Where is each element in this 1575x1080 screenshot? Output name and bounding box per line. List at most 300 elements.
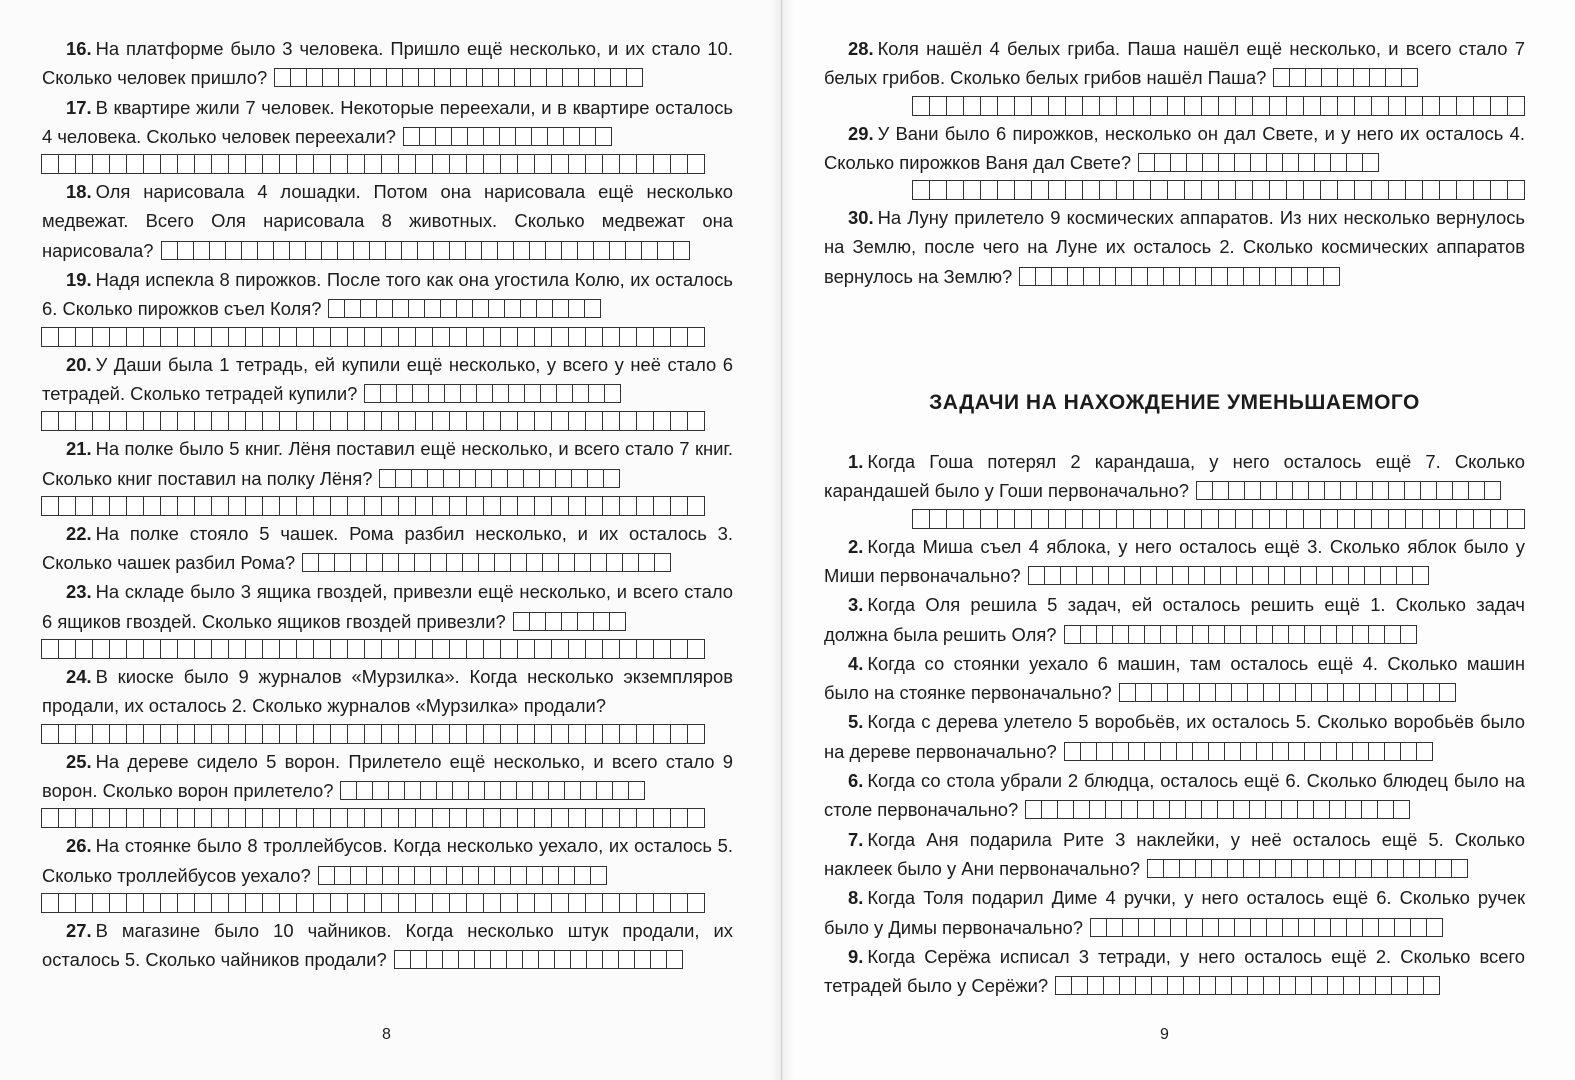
answer-cell[interactable] [395,469,412,488]
answer-cell[interactable] [483,327,501,347]
answer-cell[interactable] [1490,180,1508,200]
answer-cell[interactable] [1343,976,1360,995]
answer-cell[interactable] [1377,800,1394,819]
answer-cell[interactable] [177,808,195,828]
answer-cell[interactable] [1405,96,1423,116]
answer-cell[interactable] [432,639,450,659]
answer-cell[interactable] [602,411,620,431]
answer-cell[interactable] [449,327,467,347]
answer-cell[interactable] [411,469,428,488]
answer-cell[interactable] [126,154,144,174]
answer-cell[interactable] [1468,481,1485,500]
answer-cell[interactable] [262,496,280,516]
answer-cell[interactable] [1138,918,1155,937]
answer-cell[interactable] [1439,96,1457,116]
answer-cell[interactable] [1224,625,1241,644]
answer-cell[interactable] [364,411,382,431]
answer-cell[interactable] [494,553,511,572]
answer-cell[interactable] [262,327,280,347]
answer-cell[interactable] [436,781,453,800]
answer-cell[interactable] [415,411,433,431]
answer-cell[interactable] [1337,68,1354,87]
answer-cell[interactable] [449,724,467,744]
answer-cell[interactable] [194,411,212,431]
answer-cell[interactable] [1224,742,1241,761]
answer-cell[interactable] [588,384,605,403]
answer-cell[interactable] [1167,683,1184,702]
answer-cell[interactable] [262,639,280,659]
answer-cell[interactable] [558,866,575,885]
answer-cell[interactable] [1490,96,1508,116]
answer-cell[interactable] [1183,976,1200,995]
answer-cell[interactable] [414,553,431,572]
answer-cell[interactable] [483,893,501,913]
answer-cell[interactable] [1083,267,1100,286]
answer-cell[interactable] [279,411,297,431]
answer-cell[interactable] [628,781,645,800]
answer-cell[interactable] [1179,859,1196,878]
answer-cell[interactable] [398,553,415,572]
answer-cell[interactable] [1405,509,1423,529]
answer-cell[interactable] [1356,481,1373,500]
answer-cell[interactable] [450,68,467,87]
answer-cell[interactable] [1298,918,1315,937]
answer-cell[interactable] [1105,800,1122,819]
answer-cell[interactable] [602,639,620,659]
answer-cell[interactable] [1304,625,1321,644]
answer-cell[interactable] [1076,566,1093,585]
answer-cell[interactable] [1286,180,1304,200]
answer-cell[interactable] [364,384,381,403]
answer-cells-row[interactable] [42,639,733,659]
answer-cell[interactable] [92,639,110,659]
answer-cell[interactable] [322,68,339,87]
answer-cell[interactable] [462,553,479,572]
answer-cell[interactable] [558,553,575,572]
answer-cell[interactable] [1025,800,1042,819]
answer-cell[interactable] [194,808,212,828]
answer-cell[interactable] [58,639,76,659]
answer-cell[interactable] [963,509,981,529]
answer-cell[interactable] [58,808,76,828]
answer-cell[interactable] [161,241,178,260]
answer-cell[interactable] [160,724,178,744]
answer-cell[interactable] [290,68,307,87]
answer-cell[interactable] [1354,96,1372,116]
answer-cell[interactable] [1410,918,1427,937]
answer-cell[interactable] [58,724,76,744]
answer-cell[interactable] [500,808,518,828]
answer-cell[interactable] [443,469,460,488]
answer-cell[interactable] [372,781,389,800]
answer-cells[interactable] [395,950,683,969]
answer-cell[interactable] [1403,859,1420,878]
answer-cell[interactable] [1212,481,1229,500]
answer-cell[interactable] [1269,509,1287,529]
answer-cell[interactable] [653,893,671,913]
answer-cell[interactable] [1067,267,1084,286]
answer-cell[interactable] [1217,800,1234,819]
answer-cell[interactable] [1323,859,1340,878]
answer-cell[interactable] [1391,683,1408,702]
answer-cell[interactable] [551,154,569,174]
answer-cell[interactable] [194,893,212,913]
answer-cell[interactable] [1163,267,1180,286]
answer-cell[interactable] [585,639,603,659]
answer-cell[interactable] [394,950,411,969]
answer-cell[interactable] [483,639,501,659]
answer-cell[interactable] [1184,96,1202,116]
answer-cell[interactable] [364,893,382,913]
answer-cell[interactable] [561,612,578,631]
answer-cell[interactable] [1218,509,1236,529]
answer-cell[interactable] [279,724,297,744]
answer-cell[interactable] [1195,267,1212,286]
answer-cell[interactable] [262,154,280,174]
answer-cells[interactable] [1139,153,1379,172]
answer-cell[interactable] [1266,153,1283,172]
answer-cell[interactable] [456,299,473,318]
answer-cell[interactable] [593,241,610,260]
answer-cell[interactable] [446,866,463,885]
answer-cell[interactable] [347,327,365,347]
answer-cell[interactable] [1314,918,1331,937]
answer-cell[interactable] [415,639,433,659]
answer-cell[interactable] [1167,96,1185,116]
answer-cell[interactable] [427,469,444,488]
answer-cell[interactable] [382,866,399,885]
answer-cell[interactable] [1384,742,1401,761]
answer-cell[interactable] [1303,96,1321,116]
answer-cell[interactable] [313,724,331,744]
answer-cell[interactable] [245,808,263,828]
answer-cell[interactable] [551,808,569,828]
answer-cell[interactable] [1235,180,1253,200]
answer-cell[interactable] [1286,96,1304,116]
answer-cell[interactable] [1346,153,1363,172]
answer-cell[interactable] [347,724,365,744]
answer-cell[interactable] [194,327,212,347]
answer-cell[interactable] [517,893,535,913]
answer-cell[interactable] [626,68,643,87]
answer-cells[interactable] [1026,800,1410,819]
answer-cell[interactable] [92,893,110,913]
answer-cell[interactable] [92,327,110,347]
answer-cell[interactable] [1235,96,1253,116]
answer-cell[interactable] [1195,859,1212,878]
answer-cell[interactable] [579,127,596,146]
answer-cell[interactable] [1380,566,1397,585]
answer-cell[interactable] [1484,481,1501,500]
answer-cell[interactable] [571,469,588,488]
answer-cell[interactable] [1452,481,1469,500]
answer-cell[interactable] [1324,481,1341,500]
answer-cell[interactable] [1204,566,1221,585]
answer-cell[interactable] [1304,742,1321,761]
answer-cell[interactable] [1275,859,1292,878]
answer-cell[interactable] [1169,800,1186,819]
answer-cell[interactable] [551,496,569,516]
answer-cell[interactable] [1044,566,1061,585]
answer-cell[interactable] [585,327,603,347]
answer-cell[interactable] [109,639,127,659]
answer-cell[interactable] [109,808,127,828]
answer-cell[interactable] [670,496,688,516]
answer-cell[interactable] [313,808,331,828]
answer-cell[interactable] [1211,267,1228,286]
answer-cell[interactable] [273,241,290,260]
answer-cell[interactable] [313,327,331,347]
answer-cell[interactable] [1419,859,1436,878]
answer-cell[interactable] [963,96,981,116]
answer-cell[interactable] [484,781,501,800]
answer-cell[interactable] [1208,742,1225,761]
answer-cell[interactable] [1201,96,1219,116]
answer-cell[interactable] [653,808,671,828]
answer-cell[interactable] [1082,96,1100,116]
answer-cell[interactable] [1295,976,1312,995]
answer-cell[interactable] [1473,509,1491,529]
answer-cell[interactable] [619,893,637,913]
answer-cell[interactable] [478,553,495,572]
answer-cell[interactable] [1112,742,1129,761]
answer-cells-row[interactable] [42,154,733,174]
answer-cell[interactable] [602,327,620,347]
answer-cells[interactable] [1065,625,1417,644]
answer-cell[interactable] [687,893,705,913]
answer-cell[interactable] [143,154,161,174]
answer-cell[interactable] [510,866,527,885]
answer-cell[interactable] [262,411,280,431]
answer-cell[interactable] [594,68,611,87]
answer-cell[interactable] [1416,742,1433,761]
answer-cell[interactable] [1359,683,1376,702]
answer-cell[interactable] [1202,918,1219,937]
answer-cell[interactable] [1320,96,1338,116]
answer-cell[interactable] [398,154,416,174]
answer-cell[interactable] [574,866,591,885]
answer-cells[interactable] [275,68,643,87]
answer-cell[interactable] [313,639,331,659]
answer-cell[interactable] [1307,859,1324,878]
answer-cell[interactable] [534,327,552,347]
answer-cell[interactable] [555,469,572,488]
answer-cell[interactable] [546,68,563,87]
answer-cell[interactable] [75,496,93,516]
answer-cell[interactable] [41,893,59,913]
answer-cell[interactable] [1364,566,1381,585]
answer-cell[interactable] [1099,509,1117,529]
answer-cell[interactable] [302,553,319,572]
answer-cell[interactable] [1156,566,1173,585]
answer-cell[interactable] [458,950,475,969]
answer-cell[interactable] [449,893,467,913]
answer-cell[interactable] [1456,509,1474,529]
answer-cell[interactable] [442,950,459,969]
answer-cell[interactable] [398,327,416,347]
answer-cell[interactable] [1361,800,1378,819]
answer-cell[interactable] [1057,800,1074,819]
answer-cell[interactable] [517,724,535,744]
answer-cell[interactable] [514,68,531,87]
answer-cell[interactable] [568,639,586,659]
answer-cell[interactable] [408,299,425,318]
answer-cell[interactable] [520,299,537,318]
answer-cell[interactable] [1263,976,1280,995]
answer-cell[interactable] [1266,918,1283,937]
answer-cell[interactable] [279,893,297,913]
answer-cell[interactable] [366,553,383,572]
answer-cell[interactable] [585,808,603,828]
answer-cell[interactable] [590,553,607,572]
answer-cell[interactable] [532,781,549,800]
answer-cell[interactable] [515,127,532,146]
answer-cell[interactable] [1201,509,1219,529]
answer-cell[interactable] [143,496,161,516]
answer-cell[interactable] [296,724,314,744]
answer-cell[interactable] [58,154,76,174]
answer-cell[interactable] [619,496,637,516]
answer-cell[interactable] [1201,180,1219,200]
answer-cell[interactable] [398,808,416,828]
answer-cell[interactable] [228,893,246,913]
answer-cell[interactable] [1354,180,1372,200]
answer-cell[interactable] [1184,180,1202,200]
answer-cell[interactable] [449,411,467,431]
answer-cell[interactable] [1507,180,1525,200]
answer-cell[interactable] [444,384,461,403]
answer-cell[interactable] [177,893,195,913]
answer-cell[interactable] [41,639,59,659]
answer-cell[interactable] [126,724,144,744]
answer-cells[interactable] [1274,68,1418,87]
answer-cell[interactable] [517,327,535,347]
answer-cell[interactable] [1154,918,1171,937]
answer-cell[interactable] [160,496,178,516]
answer-cell[interactable] [610,68,627,87]
answer-cells[interactable] [404,127,612,146]
answer-cell[interactable] [228,639,246,659]
answer-cell[interactable] [568,724,586,744]
answer-cell[interactable] [1407,683,1424,702]
answer-cell[interactable] [434,68,451,87]
answer-cell[interactable] [522,950,539,969]
answer-cell[interactable] [1115,267,1132,286]
answer-cell[interactable] [912,180,930,200]
answer-cell[interactable] [580,781,597,800]
answer-cell[interactable] [296,496,314,516]
answer-cell[interactable] [556,384,573,403]
answer-cell[interactable] [545,241,562,260]
answer-cell[interactable] [1236,566,1253,585]
answer-cell[interactable] [1343,683,1360,702]
answer-cell[interactable] [211,411,229,431]
answer-cell[interactable] [160,639,178,659]
answer-cell[interactable] [1048,180,1066,200]
answer-cell[interactable] [279,327,297,347]
answer-cell[interactable] [1252,509,1270,529]
answer-cell[interactable] [1041,800,1058,819]
answer-cell[interactable] [211,893,229,913]
answer-cell[interactable] [1300,566,1317,585]
answer-cell[interactable] [274,68,291,87]
answer-cell[interactable] [585,154,603,174]
answer-cell[interactable] [946,96,964,116]
answer-cell[interactable] [466,724,484,744]
answer-cell[interactable] [1378,918,1395,937]
answer-cell[interactable] [1282,918,1299,937]
answer-cell[interactable] [912,509,930,529]
answer-cell[interactable] [500,411,518,431]
answer-cell[interactable] [1375,976,1392,995]
answer-cell[interactable] [1133,96,1151,116]
answer-cell[interactable] [466,893,484,913]
answer-cell[interactable] [568,893,586,913]
answer-cell[interactable] [1227,859,1244,878]
answer-cell[interactable] [334,866,351,885]
answer-cell[interactable] [483,808,501,828]
answer-cells[interactable] [514,612,626,631]
answer-cell[interactable] [211,639,229,659]
answer-cell[interactable] [177,496,195,516]
answer-cell[interactable] [1179,267,1196,286]
answer-cell[interactable] [330,724,348,744]
answer-cell[interactable] [1218,180,1236,200]
answer-cell[interactable] [376,299,393,318]
answer-cell[interactable] [1388,509,1406,529]
answer-cell[interactable] [1490,509,1508,529]
answer-cell[interactable] [578,68,595,87]
answer-cell[interactable] [585,496,603,516]
answer-cell[interactable] [415,893,433,913]
answer-cell[interactable] [547,127,564,146]
answer-cells[interactable] [1148,859,1468,878]
answer-cell[interactable] [1405,180,1423,200]
answer-cell[interactable] [92,154,110,174]
answer-cells-row[interactable] [42,724,733,744]
answer-cell[interactable] [466,639,484,659]
answer-cell[interactable] [507,469,524,488]
answer-cell[interactable] [1345,800,1362,819]
answer-cell[interactable] [602,950,619,969]
answer-cell[interactable] [177,241,194,260]
answer-cell[interactable] [1263,683,1280,702]
answer-cell[interactable] [143,639,161,659]
answer-cell[interactable] [1250,918,1267,937]
answer-cell[interactable] [1252,96,1270,116]
answer-cell[interactable] [1292,481,1309,500]
answer-cell[interactable] [228,411,246,431]
answer-cell[interactable] [398,866,415,885]
answer-cell[interactable] [340,781,357,800]
answer-cell[interactable] [1473,180,1491,200]
answer-cell[interactable] [536,299,553,318]
answer-cell[interactable] [1128,742,1145,761]
answer-cell[interactable] [1227,267,1244,286]
answer-cell[interactable] [568,808,586,828]
answer-cell[interactable] [1316,566,1333,585]
answer-cells[interactable] [341,781,645,800]
answer-cell[interactable] [568,154,586,174]
answer-cell[interactable] [364,154,382,174]
answer-cell[interactable] [997,509,1015,529]
answer-cell[interactable] [545,612,562,631]
answer-cell[interactable] [417,241,434,260]
answer-cell[interactable] [318,553,335,572]
answer-cell[interactable] [1019,267,1036,286]
answer-cell[interactable] [1176,625,1193,644]
answer-cell[interactable] [551,639,569,659]
